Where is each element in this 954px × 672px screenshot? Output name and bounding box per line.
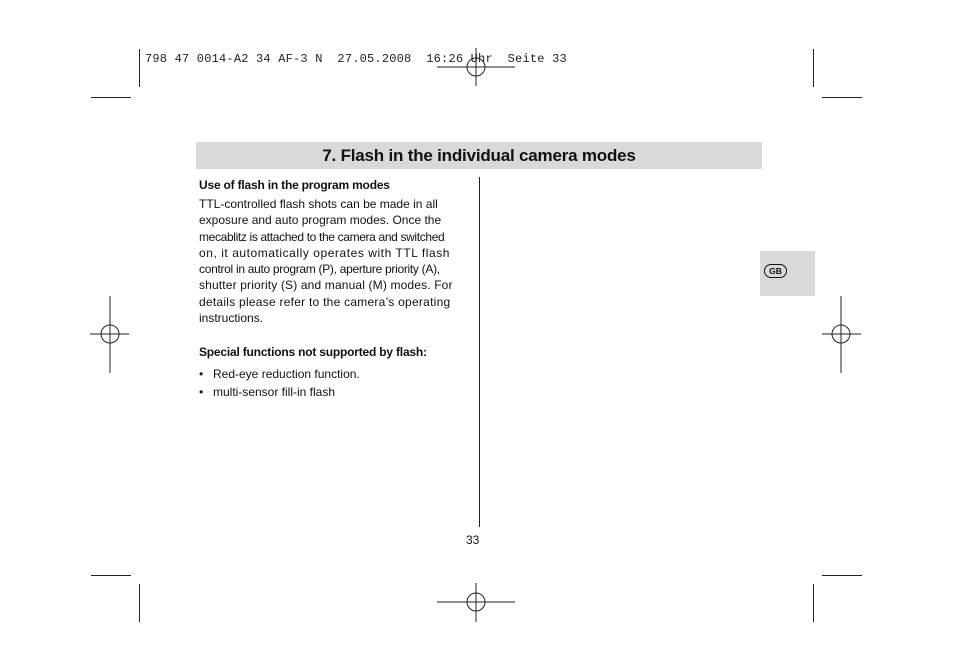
paragraph-line: instructions. [199, 311, 264, 326]
bullet-icon: • [199, 385, 204, 399]
paragraph-line: mecablitz is attached to the camera and switched [199, 229, 445, 244]
section-title: 7. Flash in the individual camera modes [322, 146, 636, 165]
list-item [199, 385, 335, 399]
registration-mark-icon [437, 582, 517, 624]
list-item [199, 367, 360, 381]
paragraph-line: on, it automatically operates with TTL flash [199, 245, 450, 260]
section-title-bar [196, 142, 762, 169]
crop-mark [822, 97, 862, 98]
registration-mark-icon [822, 296, 862, 374]
subheading-special-functions: Special functions not supported by flash: [199, 345, 427, 359]
body-paragraph [199, 196, 467, 326]
crop-mark [822, 575, 862, 576]
crop-mark [91, 575, 131, 576]
list-item-text: multi-sensor fill-in flash [213, 385, 336, 399]
language-badge: GB [764, 264, 787, 278]
paragraph-line: shutter priority (S) and manual (M) modes. For [199, 278, 453, 293]
paragraph-line: control in auto program (P), aperture priority (A), [199, 262, 440, 277]
paragraph-line: exposure and auto program modes. Once the [199, 213, 442, 228]
bullet-icon: • [199, 367, 204, 381]
crop-mark [91, 97, 131, 98]
crop-mark [139, 584, 140, 622]
registration-mark-icon [90, 296, 130, 374]
print-slug-line: 798 47 0014-A2 34 AF-3 N 27.05.2008 16:26 Uhr Seite 33 [145, 52, 567, 66]
list-item-text: Red-eye reduction function. [213, 367, 360, 381]
paragraph-line: details please refer to the camera’s operating [199, 294, 451, 309]
column-divider [479, 177, 480, 527]
registration-mark-icon [437, 46, 517, 88]
page-number: 33 [466, 533, 480, 547]
crop-mark [813, 584, 814, 622]
crop-mark [813, 49, 814, 87]
crop-mark [139, 49, 140, 87]
paragraph-line: TTL-controlled flash shots can be made in all [199, 197, 438, 211]
language-tab [760, 251, 815, 296]
subheading-program-modes: Use of flash in the program modes [199, 178, 390, 192]
